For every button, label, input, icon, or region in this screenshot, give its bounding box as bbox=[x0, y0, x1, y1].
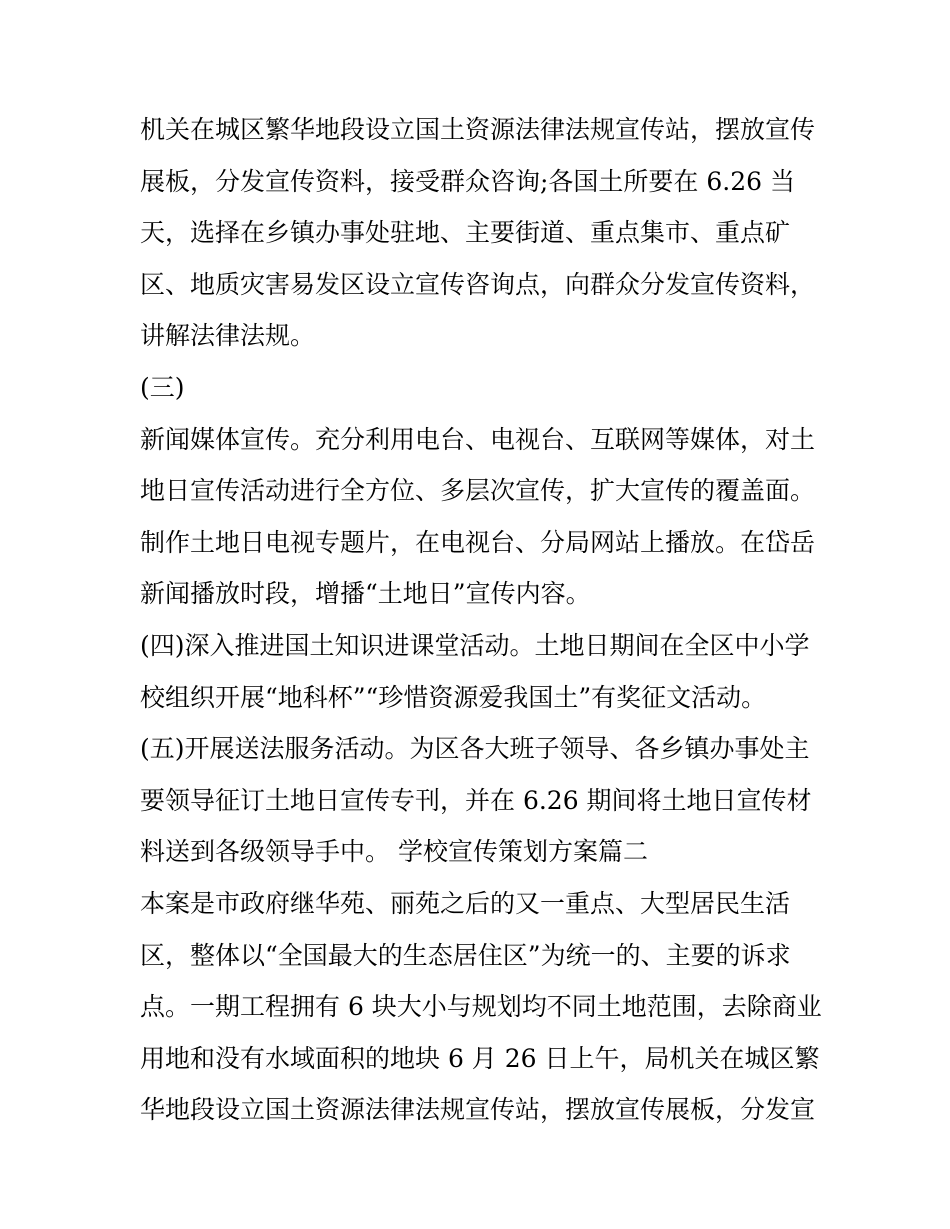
text-line: (五)开展送法服务活动。为区各大班子领导、各乡镇办事处主 bbox=[140, 734, 810, 764]
text-line: 本案是市政府继华苑、丽苑之后的又一重点、大型居民生活 bbox=[140, 888, 791, 918]
text-line: 展板，分发宣传资料，接受群众咨询;各国土所要在 6.26 当 bbox=[140, 166, 795, 196]
document-body bbox=[140, 111, 820, 1143]
text-line: 华地段设立国土资源法律法规宣传站，摆放宣传展板，分发宣 bbox=[140, 1095, 816, 1125]
text-line: 用地和没有水域面积的地块 6 月 26 日上午，局机关在城区繁 bbox=[140, 1043, 820, 1073]
text-line: 天，选择在乡镇办事处驻地、主要街道、重点集市、重点矿 bbox=[140, 218, 791, 248]
text-line: 区，整体以“全国最大的生态居住区”为统一的、主要的诉求 bbox=[140, 940, 791, 970]
text-line: (四)深入推进国土知识进课堂活动。土地日期间在全区中小学 bbox=[140, 630, 810, 660]
text-line: 区、地质灾害易发区设立宣传咨询点，向群众分发宣传资料， bbox=[140, 269, 816, 299]
text-line: 制作土地日电视专题片，在电视台、分局网站上播放。在岱岳 bbox=[140, 527, 816, 557]
text-line: 新闻播放时段，增播“土地日”宣传内容。 bbox=[140, 579, 591, 609]
text-line: 新闻媒体宣传。充分利用电台、电视台、互联网等媒体，对土 bbox=[140, 424, 816, 454]
text-line: 点。一期工程拥有 6 块大小与规划均不同土地范围，去除商业 bbox=[140, 992, 822, 1022]
text-line: 校组织开展“地科杯”“珍惜资源爱我国土”有奖征文活动。 bbox=[140, 682, 767, 712]
text-line: 机关在城区繁华地段设立国土资源法律法规宣传站，摆放宣传 bbox=[140, 115, 816, 144]
text-line: 地日宣传活动进行全方位、多层次宣传，扩大宣传的覆盖面。 bbox=[140, 476, 816, 506]
text-line: 讲解法律法规。 bbox=[140, 321, 316, 351]
text-line: 料送到各级领导手中。 学校宣传策划方案篇二 bbox=[140, 837, 648, 867]
text-line: 要领导征订土地日宣传专刊，并在 6.26 期间将土地日宣传材 bbox=[140, 785, 812, 815]
section-marker: (三) bbox=[140, 372, 185, 402]
